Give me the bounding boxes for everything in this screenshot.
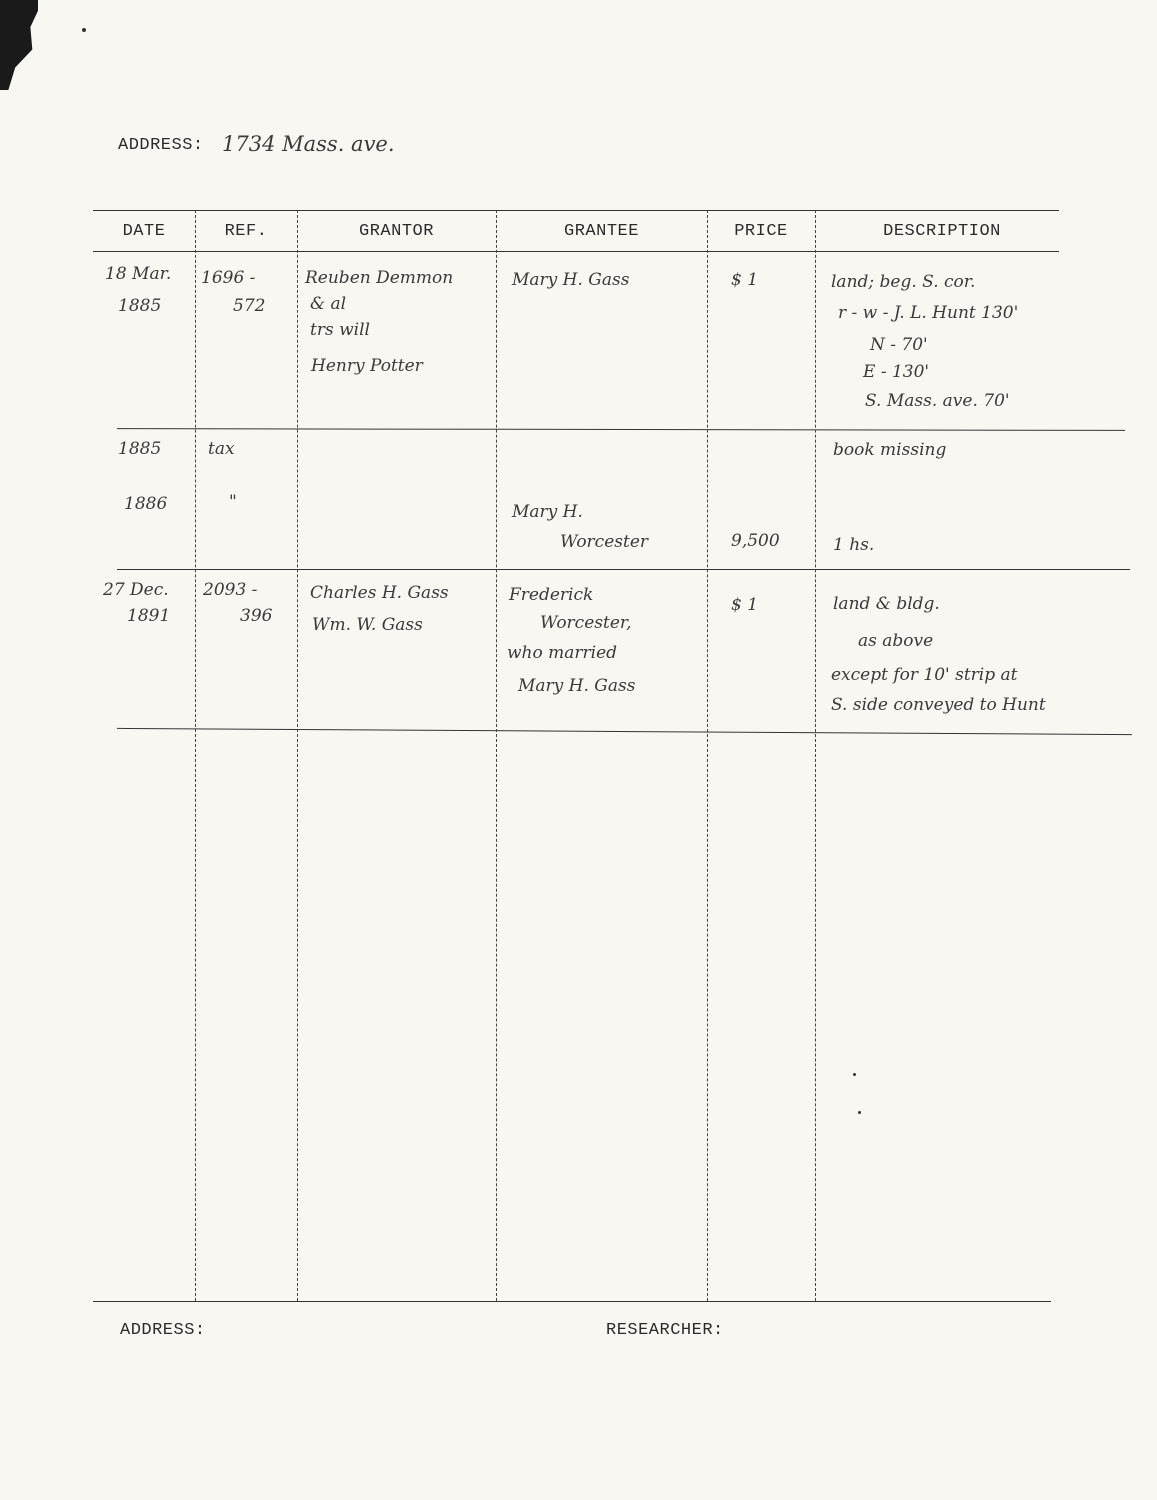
row-divider [117,569,1130,570]
row-ref-line: 2093 - [203,580,258,600]
table-bottom-rule [93,1301,1051,1302]
row-grantee-line: Frederick [509,585,594,605]
column-rule [195,210,196,1301]
column-header-date: DATE [122,222,166,241]
ink-speck [858,1111,861,1114]
footer-researcher-label: RESEARCHER: [606,1321,724,1340]
row-description-line: E - 130' [863,362,930,382]
address-value: 1734 Mass. ave. [222,132,395,156]
row-description-line: book missing [833,440,947,460]
row-description-line: as above [858,631,934,651]
row-grantor-line: Reuben Demmon [305,268,454,288]
row-divider [117,428,1125,431]
row-ref-line: 396 [240,606,273,626]
row-grantor-line: Henry Potter [311,356,423,376]
row-date-line: 27 Dec. [103,580,169,600]
row-grantee-line: Worcester, [540,613,632,633]
row-grantor-line: & al [310,294,347,314]
row-description-line: r - w - J. L. Hunt 130' [838,303,1019,323]
footer-address-label: ADDRESS: [120,1321,206,1340]
row-ref-line: " [229,492,237,512]
row-description-line: land & bldg. [833,594,940,614]
row-price: $ 1 [731,595,759,615]
row-description-line: land; beg. S. cor. [831,272,976,292]
column-header-price: PRICE [734,222,788,241]
row-price: $ 1 [731,270,759,290]
row-grantee-line: Mary H. Gass [512,270,630,290]
row-description-line: 1 hs. [833,535,875,555]
row-price: 9,500 [731,531,780,551]
column-rule [815,210,816,1301]
row-description-line: S. side conveyed to Hunt [831,695,1046,715]
header-bottom-rule [93,251,1059,252]
row-date-line: 1885 [118,439,162,459]
row-ref-line: tax [208,439,235,459]
table-top-rule [93,210,1059,211]
row-ref-line: 1696 - [201,268,256,288]
ink-speck [853,1073,856,1076]
row-date-line: 1886 [124,494,168,514]
column-header-description: DESCRIPTION [883,222,1001,241]
row-grantee-line: Mary H. Gass [518,676,636,696]
row-date-line: 1891 [127,606,171,626]
column-rule [707,210,708,1301]
row-date-line: 1885 [118,296,162,316]
column-header-grantee: GRANTEE [564,222,639,241]
row-grantee-line: who married [507,643,618,663]
row-grantor-line: trs will [310,320,370,340]
row-description-line: S. Mass. ave. 70' [865,391,1010,411]
column-rule [297,210,298,1301]
address-label: ADDRESS: [118,136,204,155]
row-grantor-line: Charles H. Gass [310,583,449,603]
row-description-line: N - 70' [870,335,928,355]
row-description-line: except for 10' strip at [831,665,1018,685]
row-date-line: 18 Mar. [105,264,172,284]
torn-corner [0,0,38,90]
row-ref-line: 572 [233,296,266,316]
column-header-ref: REF. [224,222,268,241]
column-rule [496,210,497,1301]
column-header-grantor: GRANTOR [359,222,434,241]
row-grantee-line: Mary H. [512,502,583,522]
row-grantor-line: Wm. W. Gass [312,615,423,635]
row-divider [117,728,1132,735]
ink-speck [82,28,86,32]
row-grantee-line: Worcester [560,532,649,552]
